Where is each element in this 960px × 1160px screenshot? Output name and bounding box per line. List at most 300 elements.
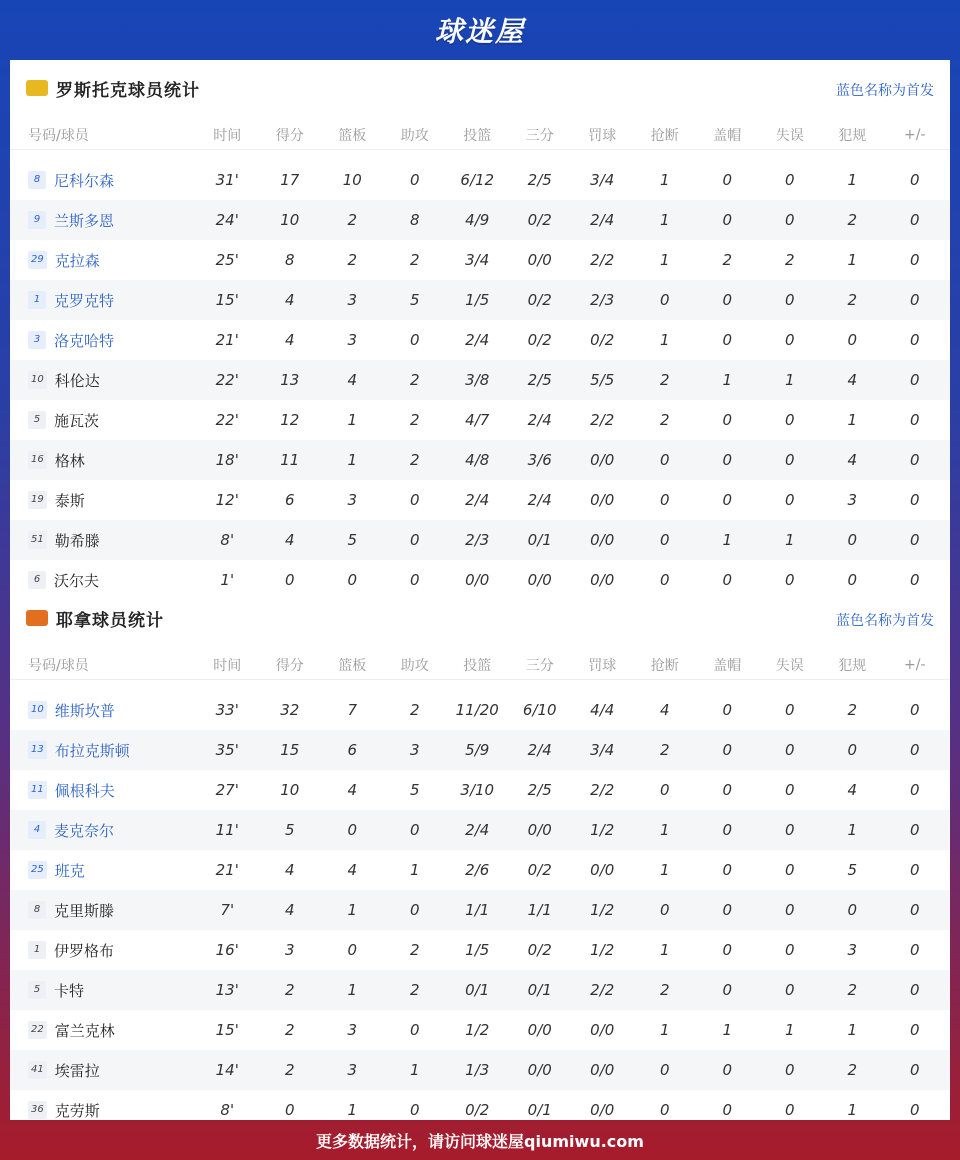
- player-cell: [10, 490, 196, 511]
- stat-cell: 0: [784, 741, 795, 759]
- stat-cell: 0/0: [590, 1061, 615, 1079]
- player-name[interactable]: 布拉克斯顿: [54, 741, 130, 760]
- table-row[interactable]: [10, 320, 950, 360]
- stat-cell: 2/4: [590, 211, 615, 229]
- column-header: 罚球: [588, 127, 617, 144]
- player-name[interactable]: 克拉森: [54, 251, 100, 270]
- stat-cell: 1/5: [465, 291, 490, 309]
- stat-cell: 0/0: [590, 1021, 615, 1039]
- player-name[interactable]: 麦克奈尔: [54, 821, 115, 840]
- jersey-number-badge: 4: [28, 821, 46, 839]
- column-header: 罚球: [588, 657, 617, 674]
- table-row[interactable]: [10, 690, 950, 730]
- stat-cell: 4/9: [465, 211, 490, 229]
- stat-cell: 1: [659, 211, 670, 229]
- stat-cell: 2/4: [465, 331, 490, 349]
- stat-cell: 3: [347, 1021, 358, 1039]
- stat-cell: 0: [909, 331, 920, 349]
- stat-cell: 0: [909, 821, 920, 839]
- stat-cell: 0: [284, 571, 295, 589]
- stat-cell: 0: [347, 821, 358, 839]
- table-row[interactable]: [10, 200, 950, 240]
- stat-cell: 0: [784, 1101, 795, 1119]
- stat-cell: 2/6: [465, 861, 490, 879]
- stat-cell: 5/9: [465, 741, 490, 759]
- column-header: 三分: [525, 127, 554, 144]
- stat-cell: 4: [659, 701, 670, 719]
- jersey-number-badge: 10: [28, 701, 47, 719]
- stat-cell: 2/4: [527, 741, 552, 759]
- table-row[interactable]: [10, 930, 950, 970]
- table-row[interactable]: [10, 240, 950, 280]
- column-header: 盖帽: [713, 127, 742, 144]
- stat-cell: 2/2: [590, 251, 615, 269]
- stat-cell: 0: [784, 451, 795, 469]
- stat-cell: 0: [722, 331, 733, 349]
- stat-cell: 0: [284, 1101, 295, 1119]
- stat-cell: 0: [722, 571, 733, 589]
- stat-cell: 2/5: [527, 371, 552, 389]
- stat-cell: 15: [280, 741, 300, 759]
- stat-cell: 2: [847, 211, 858, 229]
- player-cell: [10, 900, 196, 921]
- player-name[interactable]: 克罗克特: [54, 291, 115, 310]
- stat-cell: 2: [784, 251, 795, 269]
- stat-cell: 3: [347, 291, 358, 309]
- stats-panel: [10, 60, 950, 1120]
- stat-cell: 1: [722, 371, 733, 389]
- stat-cell: 25': [215, 251, 239, 269]
- player-name[interactable]: 富兰克林: [54, 1021, 115, 1040]
- column-header: 号码/球员: [28, 127, 89, 144]
- jersey-number-badge: 10: [28, 371, 47, 389]
- stat-cell: 0: [409, 1101, 420, 1119]
- stat-cell: 4: [284, 901, 295, 919]
- team-section-jena: [10, 590, 950, 1130]
- stat-cell: 2/2: [590, 981, 615, 999]
- table-row[interactable]: [10, 770, 950, 810]
- player-name[interactable]: 科伦达: [54, 371, 100, 390]
- stat-cell: 1: [347, 1101, 358, 1119]
- stat-cell: 0: [722, 411, 733, 429]
- stat-cell: 2: [409, 981, 420, 999]
- stat-cell: 2: [409, 371, 420, 389]
- column-header: +/-: [904, 656, 926, 673]
- stat-cell: 11': [215, 821, 239, 839]
- jersey-number-badge: 41: [28, 1061, 47, 1079]
- column-header: 助攻: [400, 657, 429, 674]
- stat-cell: 0: [909, 941, 920, 959]
- table-row[interactable]: [10, 850, 950, 890]
- stat-cell: 0: [784, 211, 795, 229]
- team-stats-title: 耶拿球员统计: [56, 611, 164, 631]
- jersey-number-badge: 5: [28, 411, 46, 429]
- stat-cell: 0: [784, 571, 795, 589]
- stat-cell: 3: [409, 741, 420, 759]
- stat-cell: 0: [722, 901, 733, 919]
- stat-cell: 21': [215, 861, 239, 879]
- stat-cell: 2/3: [465, 531, 490, 549]
- player-cell: [10, 700, 196, 721]
- stat-cell: 0/0: [590, 571, 615, 589]
- stat-cell: 1: [722, 531, 733, 549]
- stat-cell: 1: [847, 821, 858, 839]
- stat-cell: 0: [659, 571, 670, 589]
- stat-cell: 0: [909, 531, 920, 549]
- stat-cell: 2: [659, 981, 670, 999]
- stat-cell: 3: [347, 331, 358, 349]
- stat-cell: 6: [347, 741, 358, 759]
- stat-cell: 0/2: [527, 211, 552, 229]
- player-cell: [10, 940, 196, 961]
- player-cell: [10, 330, 196, 351]
- jersey-number-badge: 9: [28, 211, 46, 229]
- table-row[interactable]: [10, 810, 950, 850]
- stat-cell: 12': [215, 491, 239, 509]
- stat-cell: 0/2: [527, 331, 552, 349]
- stat-cell: 0/0: [527, 1021, 552, 1039]
- stat-cell: 2: [409, 411, 420, 429]
- stat-cell: 2/5: [527, 781, 552, 799]
- stat-cell: 0/2: [527, 861, 552, 879]
- stat-cell: 0: [784, 821, 795, 839]
- stat-cell: 2: [409, 451, 420, 469]
- player-cell: [10, 780, 196, 801]
- section-header: [10, 60, 950, 120]
- stat-cell: 0: [784, 1061, 795, 1079]
- table-header-row: [10, 120, 950, 150]
- table-row[interactable]: [10, 730, 950, 770]
- stat-cell: 4: [347, 861, 358, 879]
- table-row[interactable]: [10, 440, 950, 480]
- stat-cell: 0: [409, 331, 420, 349]
- table-row[interactable]: [10, 360, 950, 400]
- stat-cell: 0: [909, 1061, 920, 1079]
- table-header-row: [10, 650, 950, 680]
- column-header: +/-: [904, 126, 926, 143]
- section-header: [10, 590, 950, 650]
- stat-cell: 0: [909, 171, 920, 189]
- stat-cell: 0: [784, 171, 795, 189]
- stat-cell: 0/0: [527, 251, 552, 269]
- stat-cell: 0: [909, 901, 920, 919]
- player-cell: [10, 860, 196, 881]
- stat-cell: 10: [280, 211, 300, 229]
- player-name[interactable]: 班克: [54, 861, 85, 880]
- stat-cell: 4: [284, 861, 295, 879]
- table-row[interactable]: [10, 400, 950, 440]
- stat-cell: 10: [280, 781, 300, 799]
- table-row[interactable]: [10, 970, 950, 1010]
- stat-cell: 22': [215, 371, 239, 389]
- jersey-number-badge: 8: [28, 171, 46, 189]
- table-row[interactable]: [10, 890, 950, 930]
- stat-cell: 3/6: [527, 451, 552, 469]
- stat-cell: 1: [784, 531, 795, 549]
- jersey-number-badge: 22: [28, 1021, 47, 1039]
- column-header: 号码/球员: [28, 657, 89, 674]
- stat-cell: 2: [847, 1061, 858, 1079]
- starter-legend: 蓝色名称为首发: [836, 83, 934, 99]
- stat-cell: 0: [784, 331, 795, 349]
- stat-cell: 2/4: [465, 491, 490, 509]
- stat-cell: 5/5: [590, 371, 615, 389]
- table-row[interactable]: [10, 480, 950, 520]
- stat-cell: 1: [784, 371, 795, 389]
- stat-cell: 3: [847, 491, 858, 509]
- player-cell: [10, 250, 196, 271]
- stat-cell: 0: [722, 1061, 733, 1079]
- stat-cell: 1/1: [527, 901, 552, 919]
- stat-cell: 0: [847, 571, 858, 589]
- stat-cell: 2: [722, 251, 733, 269]
- stat-cell: 0: [909, 701, 920, 719]
- stat-cell: 0: [722, 211, 733, 229]
- stat-cell: 0: [909, 291, 920, 309]
- stat-cell: 4: [284, 291, 295, 309]
- stat-cell: 1: [659, 861, 670, 879]
- team-section-rostock: [10, 60, 950, 600]
- stat-cell: 0/0: [590, 491, 615, 509]
- player-cell: [10, 370, 196, 391]
- column-header: 抢断: [650, 127, 679, 144]
- column-header: 助攻: [400, 127, 429, 144]
- player-name[interactable]: 施瓦茨: [54, 411, 100, 430]
- stat-cell: 3: [847, 941, 858, 959]
- stat-cell: 0: [784, 491, 795, 509]
- stat-cell: 1: [409, 1061, 420, 1079]
- column-header: 失误: [775, 127, 804, 144]
- jersey-number-badge: 13: [28, 741, 47, 759]
- stat-cell: 2/3: [590, 291, 615, 309]
- table-row[interactable]: [10, 1050, 950, 1090]
- player-cell: [10, 570, 196, 591]
- table-row[interactable]: [10, 160, 950, 200]
- stat-cell: 1/3: [465, 1061, 490, 1079]
- stat-cell: 2: [659, 741, 670, 759]
- stat-cell: 0/1: [527, 1101, 552, 1119]
- player-name[interactable]: 伊罗格布: [54, 941, 115, 960]
- stat-cell: 0: [659, 451, 670, 469]
- column-header: 犯规: [838, 127, 867, 144]
- player-name[interactable]: 克里斯滕: [54, 901, 115, 920]
- stat-cell: 2/4: [527, 411, 552, 429]
- player-name[interactable]: 兰斯多恩: [54, 211, 115, 230]
- stat-cell: 0: [784, 901, 795, 919]
- stat-cell: 2: [847, 701, 858, 719]
- stat-cell: 12: [280, 411, 300, 429]
- jersey-number-badge: 6: [28, 571, 46, 589]
- player-name[interactable]: 佩根科夫: [54, 781, 115, 800]
- team-logo-icon: [26, 610, 48, 626]
- stat-cell: 1: [847, 1021, 858, 1039]
- stat-cell: 2/2: [590, 781, 615, 799]
- table-row[interactable]: [10, 520, 950, 560]
- stat-cell: 0/0: [527, 821, 552, 839]
- stat-cell: 27': [215, 781, 239, 799]
- jersey-number-badge: 29: [28, 251, 47, 269]
- stat-cell: 4: [284, 331, 295, 349]
- player-name[interactable]: 维斯坎普: [54, 701, 115, 720]
- stat-cell: 0: [722, 291, 733, 309]
- stat-cell: 0: [784, 981, 795, 999]
- stat-cell: 0: [909, 781, 920, 799]
- jersey-number-badge: 1: [28, 941, 46, 959]
- stat-cell: 0: [722, 941, 733, 959]
- player-cell: [10, 740, 196, 761]
- player-cell: [10, 210, 196, 231]
- stat-cell: 0/2: [590, 331, 615, 349]
- column-header: 得分: [275, 657, 304, 674]
- stat-cell: 8: [284, 251, 295, 269]
- stat-cell: 4: [284, 531, 295, 549]
- stat-cell: 1: [659, 331, 670, 349]
- player-name[interactable]: 勒希滕: [54, 531, 100, 550]
- player-cell: [10, 530, 196, 551]
- stat-cell: 0: [909, 491, 920, 509]
- stat-cell: 1/2: [465, 1021, 490, 1039]
- stat-cell: 1: [847, 171, 858, 189]
- stat-cell: 32: [280, 701, 300, 719]
- table-row[interactable]: [10, 280, 950, 320]
- stat-cell: 0: [909, 371, 920, 389]
- stat-cell: 0: [784, 781, 795, 799]
- stat-cell: 0/0: [465, 571, 490, 589]
- stat-cell: 2: [284, 1061, 295, 1079]
- player-name[interactable]: 洛克哈特: [54, 331, 115, 350]
- jersey-number-badge: 16: [28, 451, 47, 469]
- stat-cell: 0: [659, 531, 670, 549]
- stat-cell: 24': [215, 211, 239, 229]
- stat-cell: 8: [409, 211, 420, 229]
- jersey-number-badge: 36: [28, 1101, 47, 1119]
- stat-cell: 4: [847, 371, 858, 389]
- stat-cell: 0/1: [527, 981, 552, 999]
- stat-cell: 0: [409, 901, 420, 919]
- player-name[interactable]: 埃雷拉: [54, 1061, 100, 1080]
- stat-cell: 2/4: [527, 491, 552, 509]
- stat-cell: 0: [659, 1061, 670, 1079]
- stat-cell: 3: [347, 1061, 358, 1079]
- column-header: 三分: [525, 657, 554, 674]
- stat-cell: 1/1: [465, 901, 490, 919]
- jersey-number-badge: 5: [28, 981, 46, 999]
- stat-cell: 0: [847, 901, 858, 919]
- stat-cell: 2: [409, 941, 420, 959]
- stat-cell: 17: [280, 171, 300, 189]
- stat-cell: 33': [215, 701, 239, 719]
- stat-cell: 0: [659, 901, 670, 919]
- stat-cell: 1: [347, 451, 358, 469]
- stat-cell: 0: [784, 411, 795, 429]
- stat-cell: 0/1: [527, 531, 552, 549]
- stat-cell: 13: [280, 371, 300, 389]
- stat-cell: 3/4: [590, 741, 615, 759]
- stat-cell: 10: [342, 171, 362, 189]
- stat-cell: 0/0: [527, 571, 552, 589]
- stat-cell: 0: [909, 1101, 920, 1119]
- player-name[interactable]: 卡特: [54, 981, 85, 1000]
- footer-promo[interactable]: 更多数据统计，请访问球迷屋qiumiwu.com: [316, 1131, 644, 1151]
- jersey-number-badge: 1: [28, 291, 46, 309]
- column-header: 失误: [775, 657, 804, 674]
- stat-cell: 0: [659, 491, 670, 509]
- stat-cell: 2: [847, 291, 858, 309]
- stat-cell: 8': [220, 1101, 235, 1119]
- stat-cell: 0: [722, 451, 733, 469]
- player-name[interactable]: 尼科尔森: [54, 171, 115, 190]
- stat-cell: 1': [220, 571, 235, 589]
- stat-cell: 15': [215, 1021, 239, 1039]
- stat-cell: 0: [409, 1021, 420, 1039]
- stat-cell: 0: [784, 861, 795, 879]
- stat-cell: 0/0: [590, 1101, 615, 1119]
- column-header: 投篮: [463, 127, 492, 144]
- stat-cell: 2: [284, 1021, 295, 1039]
- player-name[interactable]: 格林: [54, 451, 85, 470]
- column-header: 盖帽: [713, 657, 742, 674]
- stat-cell: 0: [722, 781, 733, 799]
- stat-cell: 1/2: [590, 941, 615, 959]
- stat-cell: 2: [284, 981, 295, 999]
- stat-cell: 0: [722, 981, 733, 999]
- stat-cell: 0: [909, 741, 920, 759]
- player-name[interactable]: 沃尔夫: [54, 571, 100, 590]
- stat-cell: 0: [909, 251, 920, 269]
- stat-cell: 6/10: [522, 701, 557, 719]
- stat-cell: 4: [847, 781, 858, 799]
- team-logo-icon: [26, 80, 48, 96]
- stat-cell: 2: [347, 211, 358, 229]
- player-name[interactable]: 泰斯: [54, 491, 85, 510]
- stat-cell: 3/4: [465, 251, 490, 269]
- stat-cell: 0: [347, 571, 358, 589]
- team-stats-title: 罗斯托克球员统计: [56, 81, 200, 101]
- player-cell: [10, 1100, 196, 1121]
- stat-cell: 4: [347, 781, 358, 799]
- stat-cell: 31': [215, 171, 239, 189]
- stat-cell: 0: [909, 981, 920, 999]
- stat-cell: 5: [847, 861, 858, 879]
- player-name[interactable]: 克劳斯: [54, 1101, 100, 1120]
- stat-cell: 2/2: [590, 411, 615, 429]
- stat-cell: 0: [347, 941, 358, 959]
- stat-cell: 2: [409, 701, 420, 719]
- stat-cell: 0: [659, 1101, 670, 1119]
- player-cell: [10, 170, 196, 191]
- stat-cell: 5: [409, 291, 420, 309]
- stat-cell: 0: [909, 451, 920, 469]
- stat-cell: 0: [659, 781, 670, 799]
- stat-cell: 0/2: [527, 941, 552, 959]
- stat-cell: 3/4: [590, 171, 615, 189]
- jersey-number-badge: 11: [28, 781, 47, 799]
- stat-cell: 16': [215, 941, 239, 959]
- stat-cell: 0: [409, 821, 420, 839]
- stat-cell: 0: [409, 571, 420, 589]
- column-header: 投篮: [463, 657, 492, 674]
- player-cell: [10, 1020, 196, 1041]
- jersey-number-badge: 25: [28, 861, 47, 879]
- table-row[interactable]: [10, 1010, 950, 1050]
- stat-cell: 0/1: [465, 981, 490, 999]
- stat-cell: 4/7: [465, 411, 490, 429]
- stat-cell: 2/5: [527, 171, 552, 189]
- stat-cell: 3/8: [465, 371, 490, 389]
- stat-cell: 2: [659, 411, 670, 429]
- stat-cell: 7': [220, 901, 235, 919]
- stat-cell: 0/0: [527, 1061, 552, 1079]
